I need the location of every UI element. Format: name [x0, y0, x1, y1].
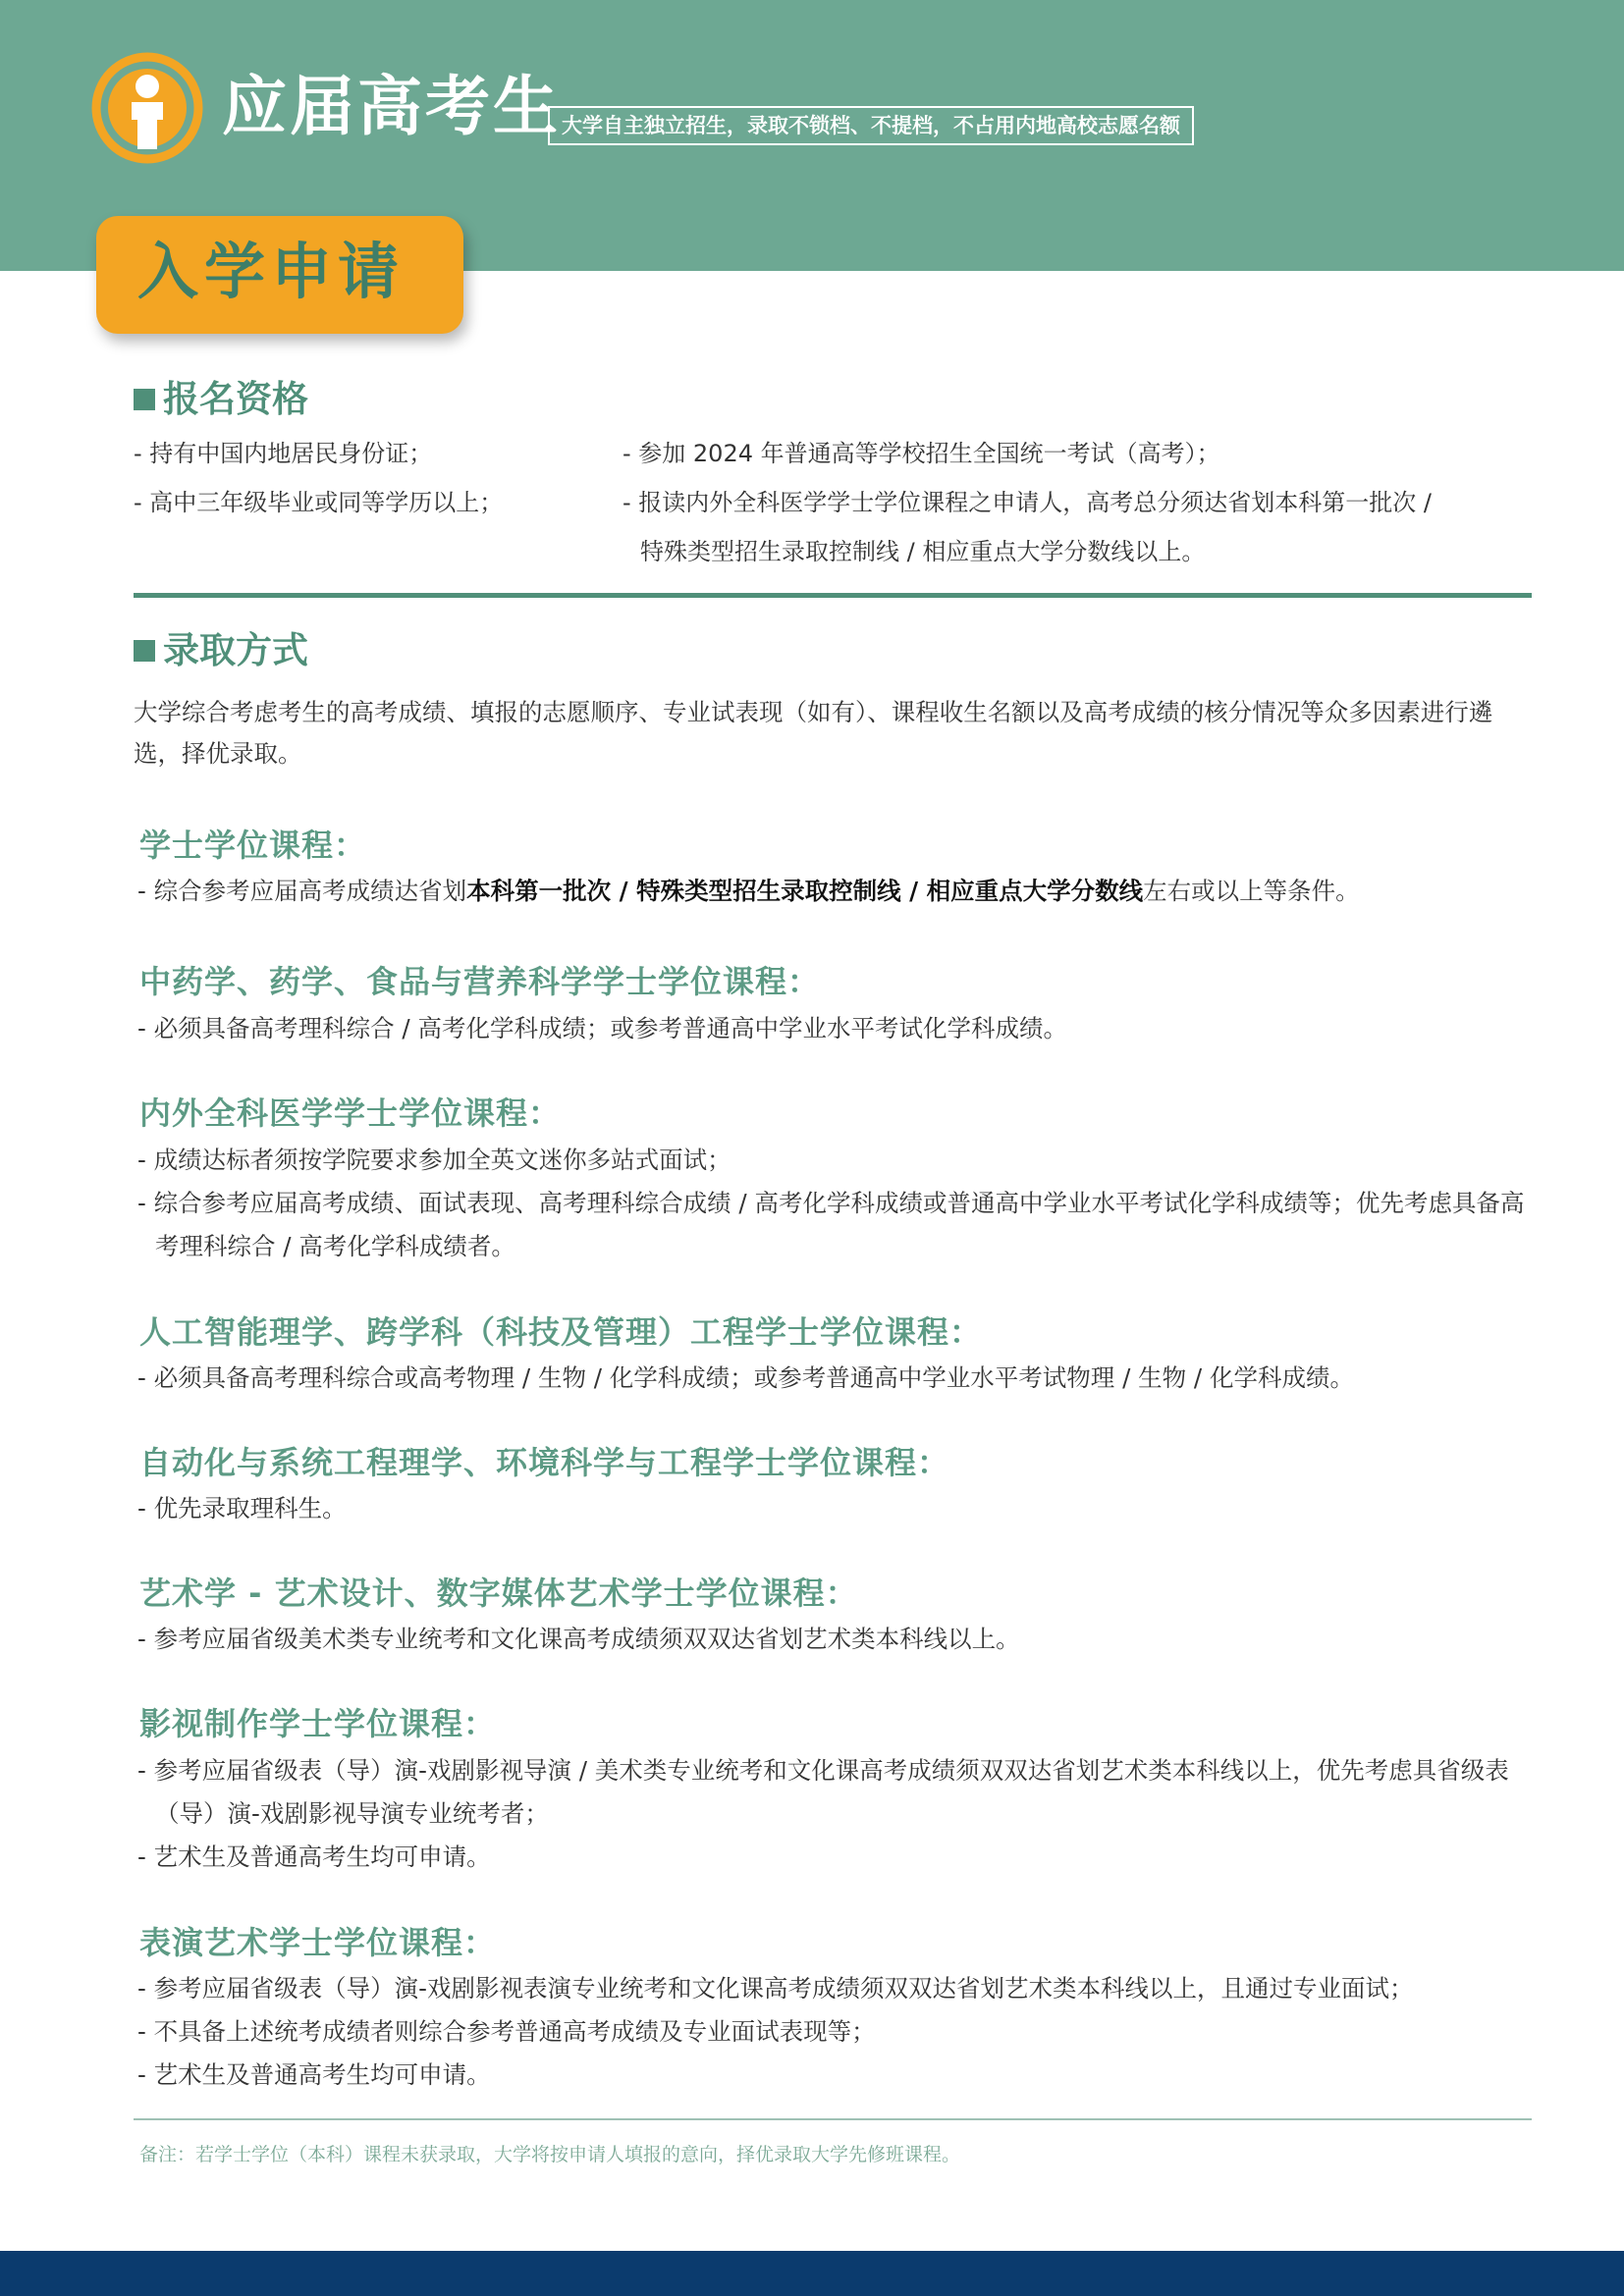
course-title: 表演艺术学士学位课程： — [139, 1924, 497, 1961]
course-title: 影视制作学士学位课程： — [139, 1705, 497, 1742]
course-title: 人工智能理学、跨学科（科技及管理）工程学士学位课程： — [139, 1313, 983, 1351]
course-requirement: - 优先录取理科生。 — [137, 1494, 347, 1522]
admission-intro: 大学综合考虑考生的高考成绩、填报的志愿顺序、专业试表现（如有）、课程收生名额以及高考成绩的核分情况等众多因素进行遴选，择优录取。 — [134, 698, 1493, 768]
course-title: 自动化与系统工程理学、环境科学与工程学士学位课程： — [139, 1444, 950, 1481]
footnote-divider — [134, 2118, 1532, 2120]
requirement-emphasis: 本科第一批次 / 特殊类型招生录取控制线 / 相应重点大学分数线 — [466, 877, 1144, 905]
course-requirement: - 艺术生及普通高考生均可申请。 — [137, 2060, 491, 2089]
footer-band — [0, 2251, 1624, 2296]
course-requirement: - 必须具备高考理科综合 / 高考化学科成绩；或参考普通高中学业水平考试化学科成绩。 — [137, 1014, 1067, 1042]
course-requirement: - 参考应届省级表（导）演-戏剧影视表演专业统考和文化课高考成绩须双双达省划艺术类本科线以上，且通过专业面试； — [137, 1974, 1414, 2002]
eligibility-item-continued: 特殊类型招生录取控制线 / 相应重点大学分数线以上。 — [640, 538, 1206, 565]
course-requirement: - 综合参考应届高考成绩、面试表现、高考理科综合成绩 / 高考化学科成绩或普通高中学业水平考试化学科成绩等；优先考虑具备高考理科综合 / 高考化学科成绩者。 — [137, 1189, 1525, 1260]
eligibility-heading-text: 报名资格 — [163, 378, 308, 420]
course-requirement: - 必须具备高考理科综合或高考物理 / 生物 / 化学科成绩；或参考普通高中学业水平考试物理 / 生物 / 化学科成绩。 — [137, 1363, 1354, 1392]
course-requirement: - 参考应届省级表（导）演-戏剧影视导演 / 美术类专业统考和文化课高考成绩须双双达省划艺术类本科线以上，优先考虑具省级表（导）演-戏剧影视导演专业统考者； — [137, 1756, 1509, 1828]
course-title: 学士学位课程： — [139, 827, 367, 864]
section-tab — [96, 216, 463, 334]
course-title: 艺术学 - 艺术设计、数字媒体艺术学士学位课程： — [139, 1575, 858, 1612]
admission-heading — [134, 629, 308, 671]
section-divider — [134, 593, 1532, 598]
requirement-text: 左右或以上等条件。 — [1143, 877, 1360, 905]
header-tagline: 大学自主独立招生，录取不锁档、不提档，不占用内地高校志愿名额 — [548, 106, 1194, 145]
requirement-text: - 综合参考应届高考成绩达省划 — [137, 877, 467, 905]
square-bullet-icon — [134, 389, 155, 410]
eligibility-item: - 参加 2024 年普通高等学校招生全国统一考试（高考）； — [623, 440, 1220, 467]
eligibility-item: - 持有中国内地居民身份证； — [134, 440, 433, 467]
eligibility-item: - 高中三年级毕业或同等学历以上； — [134, 489, 504, 516]
eligibility-item: - 报读内外全科医学学士学位课程之申请人，高考总分须达省划本科第一批次 / — [623, 489, 1433, 516]
course-requirement: - 不具备上述统考成绩者则综合参考普通高考成绩及专业面试表现等； — [137, 2017, 876, 2046]
square-bullet-icon — [134, 640, 155, 662]
course-title: 中药学、药学、食品与营养科学学士学位课程： — [139, 963, 821, 1000]
eligibility-heading — [134, 378, 308, 420]
course-title: 内外全科医学学士学位课程： — [139, 1095, 562, 1132]
course-requirement: - 成绩达标者须按学院要求参加全英文迷你多站式面试； — [137, 1146, 731, 1174]
course-requirement — [137, 870, 1536, 913]
admission-heading-text: 录取方式 — [163, 629, 308, 671]
footnote: 备注：若学士学位（本科）课程未获录取，大学将按申请人填报的意向，择优录取大学先修班课程。 — [139, 2144, 961, 2165]
course-requirement: - 艺术生及普通高考生均可申请。 — [137, 1842, 491, 1871]
course-requirement: - 参考应届省级美术类专业统考和文化课高考成绩须双双达省划艺术类本科线以上。 — [137, 1625, 1020, 1653]
section-tab-label: 入学申请 — [137, 236, 406, 307]
page-title: 应届高考生 — [222, 69, 561, 144]
person-circle-icon — [88, 49, 206, 167]
